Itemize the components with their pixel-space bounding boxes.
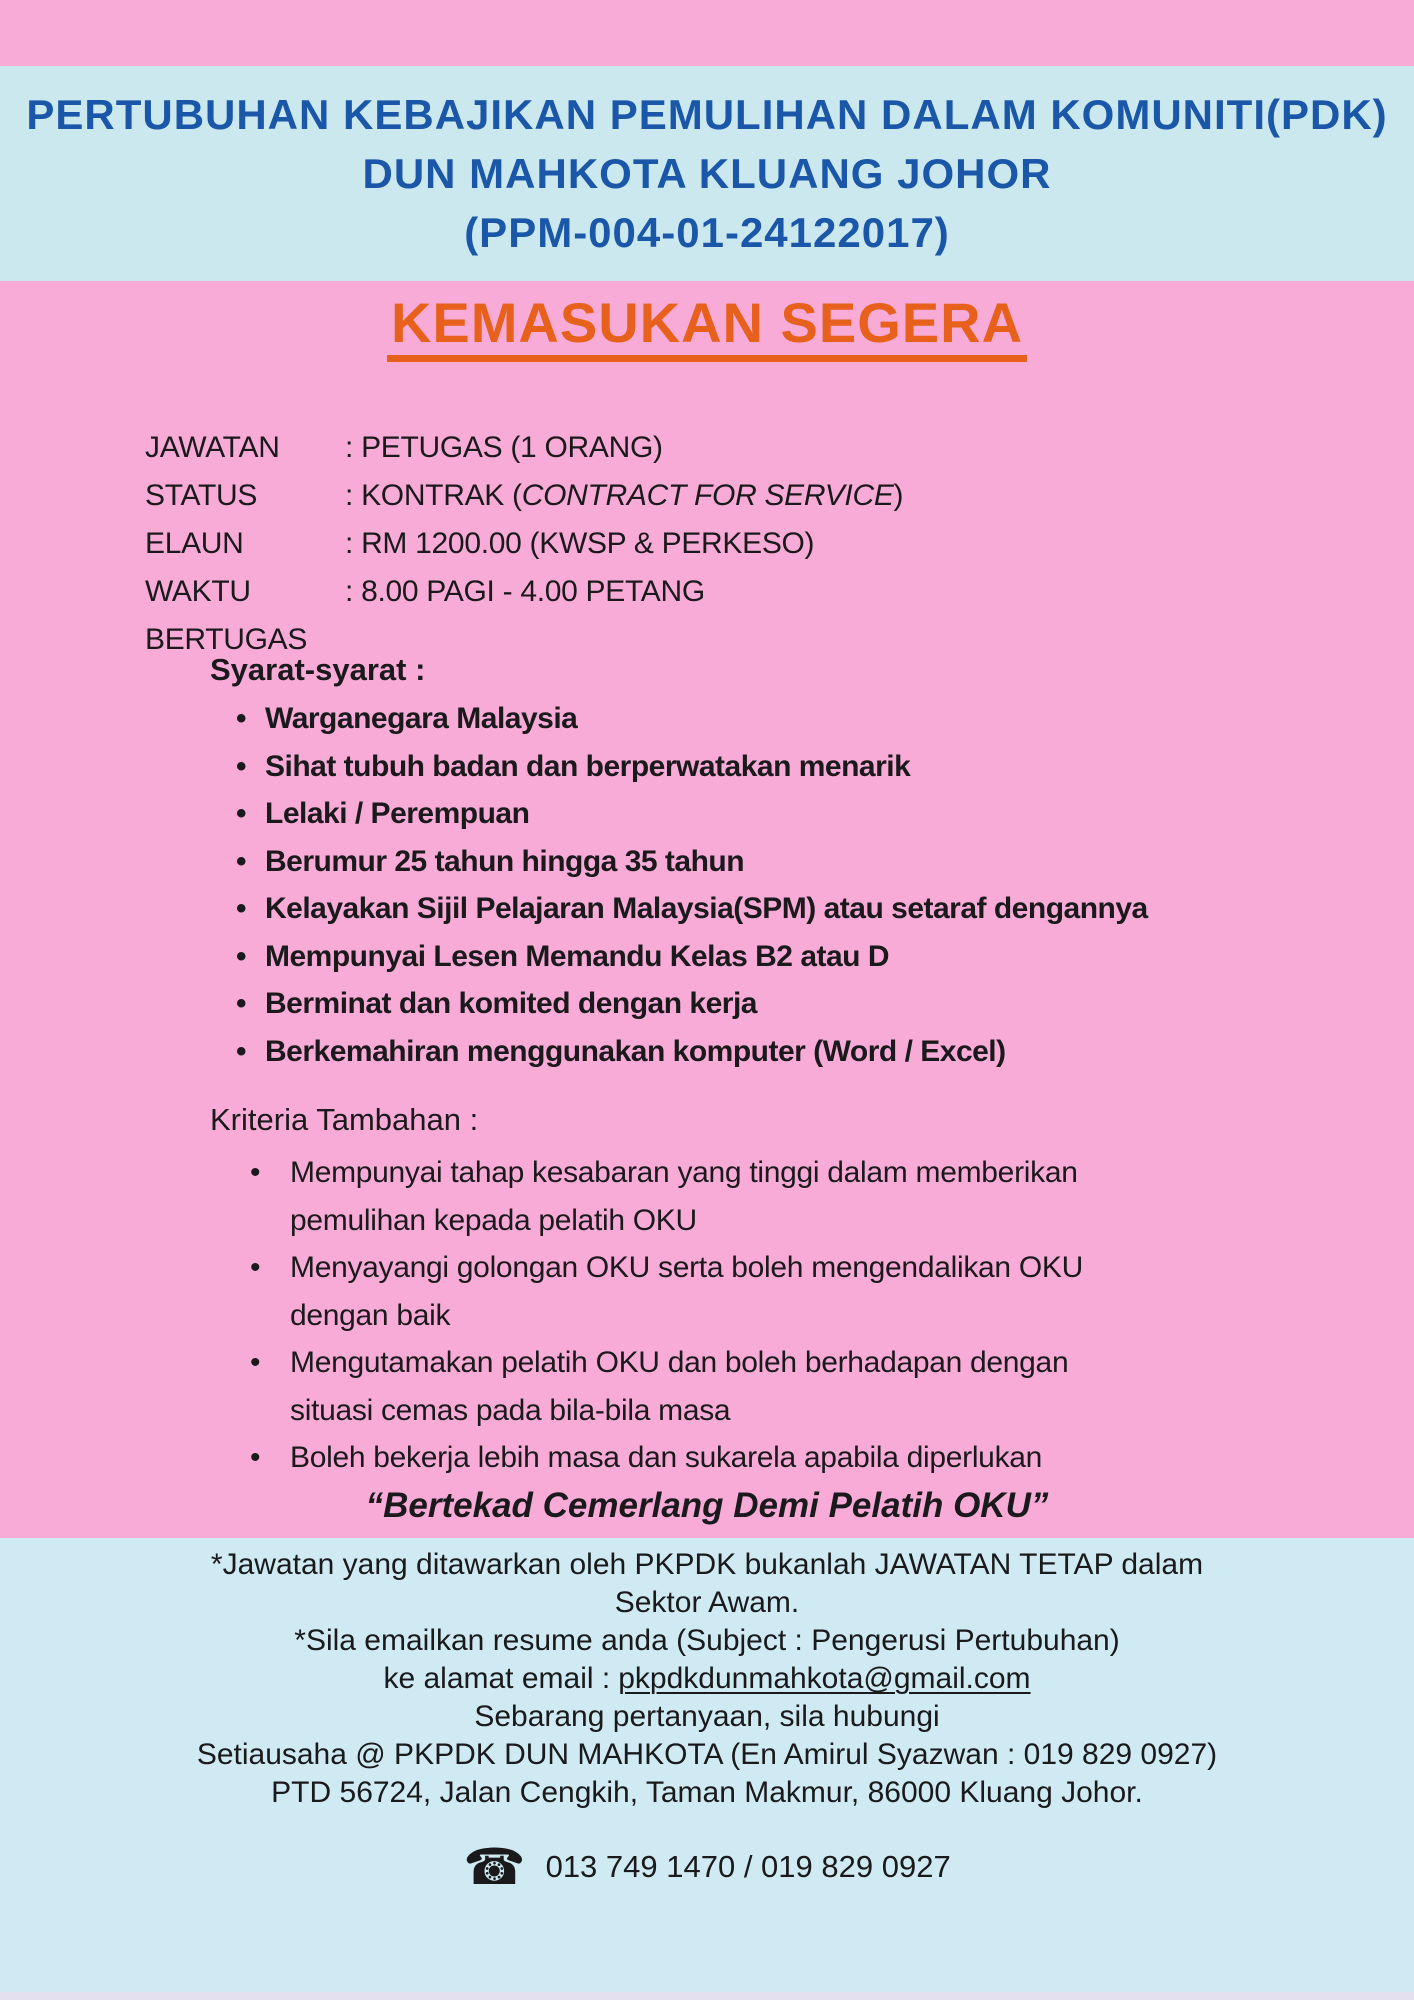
headline: KEMASUKAN SEGERA (387, 294, 1027, 362)
detail-value-italic: CONTRACT FOR SERVICE (521, 479, 894, 512)
list-item (210, 885, 1148, 933)
detail-label: ELAUN (145, 527, 244, 560)
email-link[interactable]: pkpdkdunmahkota@gmail.com (618, 1662, 1031, 1695)
contact-intro: Sebarang pertanyaan, sila hubungi (474, 1700, 940, 1733)
detail-value-text: : KONTRAK ( (345, 479, 522, 512)
requirements-list (210, 695, 1148, 1075)
detail-value-text: : PETUGAS (1 ORANG) (345, 431, 663, 464)
org-name-line2: DUN MAHKOTA KLUANG JOHOR (362, 150, 1052, 197)
list-item-text: Berminat dan komited dengan kerja (265, 987, 757, 1020)
job-details (145, 424, 903, 664)
list-item-text: Berumur 25 tahun hingga 35 tahun (265, 844, 745, 878)
address: PTD 56724, Jalan Cengkih, Taman Makmur, 86000 Kluang Johor. (271, 1776, 1143, 1809)
list-item (210, 1028, 1148, 1076)
detail-label: JAWATAN (145, 431, 280, 464)
list-item (210, 980, 1148, 1028)
phone-row (463, 1839, 951, 1895)
detail-value (345, 472, 903, 520)
org-registration-number: (PPM-004-01-24122017) (464, 209, 950, 256)
email-line (383, 1660, 1030, 1698)
footer-band (0, 1538, 1414, 1992)
detail-value-text: : RM 1200.00 (KWSP & PERKESO) (345, 527, 815, 560)
detail-value (345, 424, 663, 472)
list-item-text: Lelaki / Perempuan (265, 797, 530, 830)
detail-label: WAKTU BERTUGAS (145, 575, 308, 656)
list-item (210, 1244, 1130, 1339)
list-item (210, 695, 1148, 743)
list-item-text: Berkemahiran menggunakan komputer (Word / Excel) (265, 1034, 1006, 1068)
list-item-text: Mempunyai Lesen Memandu Kelas B2 atau D (265, 939, 890, 973)
list-item (210, 838, 1148, 886)
detail-row-status (145, 472, 903, 520)
detail-row-jawatan (145, 424, 903, 472)
list-item-text: Mengutamakan pelatih OKU dan boleh berhadapan dengan situasi cemas pada bila-bila masa (290, 1346, 1069, 1427)
bottom-strip (0, 1992, 1414, 2000)
list-item-text: Boleh bekerja lebih masa dan sukarela apabila diperlukan (290, 1441, 1043, 1474)
telephone-icon: ☎ (463, 1839, 526, 1895)
contact-person: Setiausaha @ PKPDK DUN MAHKOTA (En Amirul Syazwan : 019 829 0927) (196, 1738, 1218, 1771)
detail-value (345, 520, 814, 568)
header-band (0, 66, 1414, 281)
list-item (210, 743, 1148, 791)
requirements-section (210, 654, 1148, 1075)
detail-row-elaun (145, 520, 903, 568)
detail-value-post: ) (893, 479, 904, 512)
detail-row-waktu (145, 568, 903, 664)
list-item-text: Warganegara Malaysia (265, 702, 578, 735)
email-label: ke alamat email : (383, 1662, 611, 1695)
resume-note: *Sila emailkan resume anda (Subject : Pengerusi Pertubuhan) (294, 1624, 1120, 1657)
disclaimer-note: *Jawatan yang ditawarkan oleh PKPDK bukanlah JAWATAN TETAP dalam Sektor Awam. (210, 1548, 1204, 1619)
list-item-text: Menyayangi golongan OKU serta boleh mengendalikan OKU dengan baik (290, 1251, 1083, 1332)
requirements-heading: Syarat-syarat : (210, 652, 426, 687)
criteria-heading: Kriteria Tambahan : (210, 1102, 479, 1137)
motto-quote: “Bertekad Cemerlang Demi Pelatih OKU” (365, 1486, 1049, 1525)
list-item (210, 1434, 1130, 1482)
detail-label: STATUS (145, 479, 258, 512)
list-item-text: Mempunyai tahap kesabaran yang tinggi dalam memberikan pemulihan kepada pelatih OKU (290, 1156, 1078, 1237)
phone-numbers: 013 749 1470 / 019 829 0927 (545, 1849, 951, 1884)
list-item (210, 790, 1148, 838)
org-name-line1: PERTUBUHAN KEBAJIKAN PEMULIHAN DALAM KOMUNITI(PDK) (26, 91, 1388, 138)
criteria-section (210, 1104, 1130, 1482)
headline-wrap (0, 291, 1414, 362)
detail-value-text: : 8.00 PAGI - 4.00 PETANG (345, 575, 705, 608)
list-item-text: Kelayakan Sijil Pelajaran Malaysia(SPM) atau setaraf dengannya (265, 892, 1148, 925)
list-item (210, 1149, 1130, 1244)
criteria-list (210, 1149, 1130, 1482)
detail-value (345, 568, 705, 664)
list-item-text: Sihat tubuh badan dan berperwatakan menarik (265, 749, 911, 783)
list-item (210, 1339, 1130, 1434)
list-item (210, 933, 1148, 981)
